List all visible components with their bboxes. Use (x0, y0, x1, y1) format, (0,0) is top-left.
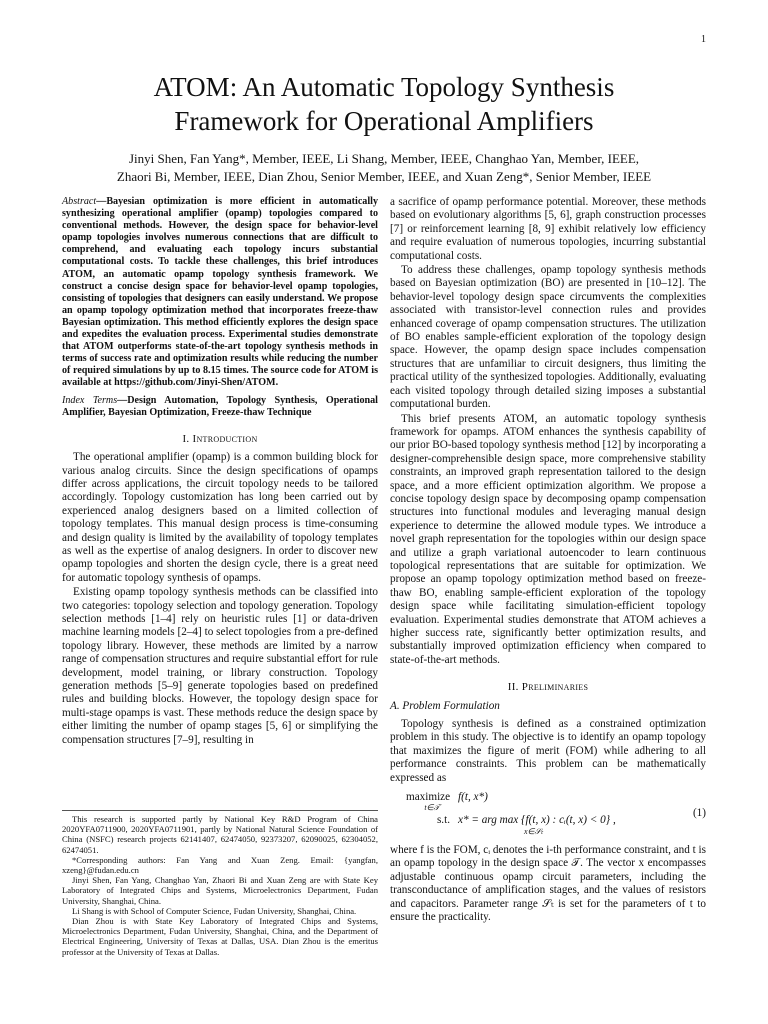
footnote-affiliation-2: Li Shang is with School of Computer Science, Fudan University, Shanghai, China. (72, 905, 357, 916)
equation-st-label: s.t. (436, 814, 450, 827)
preliminaries-paragraph-2: where f is the FOM, cᵢ denotes the i-th performance constraint, and t is an opamp topology in the design space 𝒯. The vector x encompasses adjustable continuous opamp circuit parameters, including the transconductance of amplification stages, and the values of resistors and capacitors. Parameter range 𝒮ₜ is set for the parameters of t to ensure the practicality. (390, 843, 706, 923)
paper-title (40, 70, 728, 138)
right-column (390, 196, 706, 925)
equation-body (390, 791, 682, 836)
abstract-label: Abstract (62, 196, 97, 207)
section-heading-preliminaries: II. Preliminaries (507, 681, 589, 694)
section-heading-introduction: I. Introduction (182, 432, 258, 445)
index-terms-text: —Design Automation, Topology Synthesis, Operational Amplifier, Bayesian Optimization, Freeze-thaw Technique (62, 394, 378, 418)
equation-number: (1) (692, 806, 706, 819)
index-terms (62, 395, 378, 419)
equation-maximize-label: maximize (406, 791, 451, 804)
title-line-2: Framework for Operational Amplifiers (174, 106, 594, 136)
footnotes (62, 810, 378, 957)
author-line-1: Jinyi Shen, Fan Yang*, Member, IEEE, Li Shang, Member, IEEE, Changhao Yan, Member, IEEE, (128, 151, 640, 166)
intro-paragraph-5: This brief presents ATOM, an automatic topology synthesis framework for opamps. ATOM enhances the synthesis capability of our prior BO-based topology synthesis method [12] by incorporating a designer-comprehensible design space, more comprehensive stability constraints, an improved graph representation tailored to the design space, and a more efficient optimization algorithm. We propose a concise topology design space by decomposing opamp compensation structures into functional modules and leveraging manual design experience to determine the allowed module types. We introduce a novel graph representation for the topologies within our design space and utilize a graph variational autoencoder to learn continuous topological representations that are suitable for optimization. We propose an opamp topology optimization method based on freeze-thaw BO, enabling sample-efficient exploration of the topology design space while facilitating simulation-efficient topology evaluation. Experimental studies demonstrate that ATOM achieves a higher success rate, significantly better optimization results, and substantially improved optimization efficiency when compared to state-of-the-art methods. (390, 412, 706, 666)
footnote-corresponding: *Corresponding authors: Fan Yang and Xuan Zeng. Email: {yangfan, xzeng}@fudan.edu.cn (62, 854, 378, 876)
author-line-2: Zhaori Bi, Member, IEEE, Dian Zhou, Senior Member, IEEE, and Xuan Zeng*, Senior Member, IEEE (116, 169, 652, 184)
equation-argmax-subscript: x∈𝒮ₜ (524, 826, 544, 836)
equation-constraint: x* = arg max {f(t, x) : cᵢ(t, x) < 0} , (458, 814, 616, 827)
intro-paragraph-4: To address these challenges, opamp topology synthesis methods based on Bayesian optimization (BO) are presented in [10–12]. The behavior-level topology design space circumvents the complexities associated with transistor-level connection rules and provides enhanced coverage of opamp compensation structures. The utilization of BO enables sample-efficient exploration of the topology design space. However, the opamp design space includes compensation structures that are unfamiliar to circuit designers, thus limiting the practical utility of the synthesized topologies. Additionally, evaluating each visited topology through detailed sizing imposes a substantial computational burden. (390, 264, 706, 411)
intro-paragraph-2: Existing opamp topology synthesis methods can be classified into two categories: topology selection and topology generation. Topology selection methods [1–4] rely on heuristic rules [1] or data-driven machine learning models [2–4] to select topologies from a pre-defined topology library. However, these methods are limited by a narrow range of compensation structures and require substantial effort for rule development, model training, or library construction. Topology generation methods [5–9] generate topologies based on predefined rules and building blocks. However, the topology design space for multi-stage opamps is vast. These methods reduce the design space by either limiting the number of opamp stages [5, 6] or simplifying the compensation structures [7–9], resulting in (62, 586, 378, 746)
subsection-heading-problem-formulation: A. Problem Formulation (390, 699, 500, 712)
abstract (62, 196, 378, 390)
intro-paragraph-1: The operational amplifier (opamp) is a common building block for various analog circuits. Since the design specifications of opamps differ across applications, the circuit topology needs to be tailored accordingly. Topology customization has long been carried out by experienced analog designers based on a limited collection of topology templates. This manual design process is time-consuming and design quality is limited by the availability of topology templates as well as the expertise of analog designers. In order to discover new opamp topologies and shorten the design cycle, there is a great need for automatic topology synthesis of opamps. (62, 451, 378, 584)
index-terms-label: Index Terms (62, 394, 118, 406)
footnote-funding: This research is supported partly by National Key R&D Program of China 2020YFA0711900, 2020YFA0711901, partly by National Natural Science Foundation of China (NSFC) research projects 62141407, 62474050, 92373207, 62090025, 62304052, 62474051. (62, 814, 378, 855)
equation-objective: f(t, x*) (458, 791, 488, 804)
title-line-1: ATOM: An Automatic Topology Synthesis (153, 72, 615, 102)
left-column (62, 196, 378, 748)
equation-maximize-subscript: t∈𝒯 (424, 803, 440, 813)
author-list (40, 150, 728, 186)
page-number: 1 (701, 34, 706, 45)
intro-paragraph-3: a sacrifice of opamp performance potential. Moreover, these methods based on evolutionary algorithms [5, 6], graph construction processes [7] or reinforcement learning [8, 9] exhibit relatively low efficiency and require evaluation of numerous topologies, incurring substantial computational costs. (390, 196, 706, 262)
equation-1 (390, 791, 706, 836)
footnote-affiliation-3: Dian Zhou is with State Key Laboratory of Integrated Chips and Systems, Microelectronics Department, Fudan University, Shanghai, China, and the Department of Electrical Engineering, University of Texas at Dallas, USA. Dian Zhou is the emeritus professor at the University of Texas at Dallas. (62, 916, 378, 957)
footnote-affiliation-1: Jinyi Shen, Fan Yang, Changhao Yan, Zhaori Bi and Xuan Zeng are with State Key Laboratory of Integrated Chips and Systems, Microelectronics Department, Fudan University, Shanghai, China. (62, 875, 378, 906)
abstract-text: —Bayesian optimization is more efficient in automatically synthesizing operational amplifier (opamp) topologies compared to conventional methods. However, the design space for behavior-level opamp topologies involves numerous connections that are difficult to comprehend, and evaluating each topology incurs substantial computational costs. To tackle these challenges, this brief introduces ATOM, an automatic opamp topology synthesis framework. We construct a concise design space for behavior-level opamp topologies, consisting of topologies that designers can easily understand. We propose an opamp topology optimization method that incorporates freeze-thaw Bayesian optimization. This method efficiently explores the design space and expedites the evaluation process. Experimental studies demonstrate that ATOM outperforms state-of-the-art topology synthesis methods in terms of success rate and optimization results while reducing the number of required simulations by up to 8.15 times. The source code for ATOM is available at https://github.com/Jinyi-Shen/ATOM. (62, 196, 378, 389)
preliminaries-paragraph-1: Topology synthesis is defined as a constrained optimization problem in this study. The objective is to identify an opamp topology that maximizes the figure of merit (FOM) while adhering to all performance constraints. This problem can be mathematically expressed as (390, 718, 706, 784)
